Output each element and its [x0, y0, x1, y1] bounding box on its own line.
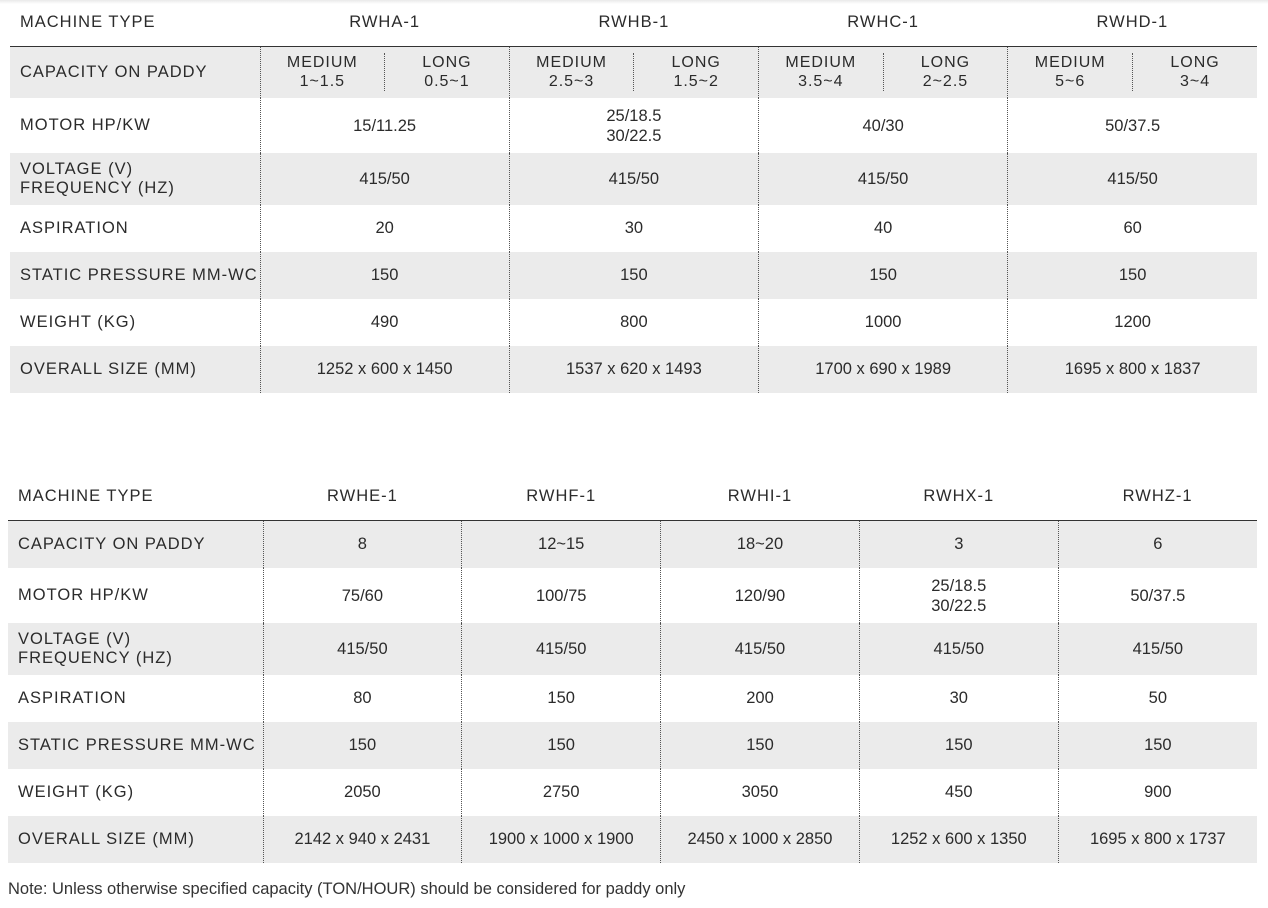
- overall-size-cell: 1252 x 600 x 1450: [260, 346, 509, 393]
- motor-cell: [462, 568, 661, 623]
- row-label-line: VOLTAGE (V): [20, 160, 134, 178]
- long-label: LONG: [920, 54, 971, 72]
- capacity-cell: 6: [1058, 520, 1257, 568]
- header-model: RWHC-1: [847, 13, 919, 32]
- motor-value: 120/90: [734, 586, 786, 605]
- header-model: RWHA-1: [349, 13, 421, 32]
- capacity-cell: [509, 46, 758, 98]
- aspiration-cell: 200: [661, 675, 860, 722]
- overall-size-row: [10, 346, 1257, 393]
- row-label: [10, 153, 260, 205]
- overall-size-cell: 2142 x 940 x 2431: [263, 816, 462, 863]
- motor-cell: [1058, 568, 1257, 623]
- spec-table-1: [10, 0, 1257, 393]
- weight-cell: 1000: [759, 299, 1008, 346]
- overall-size-cell: 1695 x 800 x 1837: [1008, 346, 1257, 393]
- long-value: 1.5~2: [673, 73, 719, 91]
- motor-value: 25/18.5: [606, 106, 662, 125]
- motor-cell: [263, 568, 462, 623]
- motor-value: 15/11.25: [353, 116, 417, 135]
- voltage-cell: 415/50: [260, 153, 509, 205]
- row-label: STATIC PRESSURE MM-WC: [10, 252, 260, 299]
- medium-value: 5~6: [1055, 73, 1086, 91]
- capacity-cell: 8: [263, 520, 462, 568]
- long-label: LONG: [1170, 54, 1220, 72]
- row-label-line: FREQUENCY (HZ): [20, 179, 175, 197]
- voltage-cell: 415/50: [462, 623, 661, 675]
- header-row: [10, 0, 1257, 46]
- voltage-cell: 415/50: [1008, 153, 1257, 205]
- long-value: 0.5~1: [424, 73, 470, 91]
- row-label: MOTOR HP/KW: [20, 116, 151, 134]
- header-model: RWHI-1: [727, 487, 793, 506]
- aspiration-cell: 60: [1008, 205, 1257, 252]
- row-label: ASPIRATION: [20, 219, 129, 237]
- motor-row: [8, 568, 1257, 623]
- spec-table-2: [8, 474, 1257, 863]
- row-label: WEIGHT (KG): [20, 313, 137, 331]
- capacity-row: [10, 46, 1257, 98]
- medium-value: 3.5~4: [798, 73, 844, 91]
- row-label-line: VOLTAGE (V): [18, 630, 132, 648]
- weight-cell: 1200: [1008, 299, 1257, 346]
- header-machine-type: MACHINE TYPE: [18, 487, 154, 506]
- motor-value: 25/18.5: [931, 576, 987, 595]
- motor-cell: [759, 98, 1008, 153]
- static-pressure-cell: 150: [263, 722, 462, 769]
- weight-row: [8, 769, 1257, 816]
- capacity-cell: 12~15: [462, 520, 661, 568]
- long-value: 3~4: [1179, 73, 1211, 91]
- weight-cell: 800: [509, 299, 758, 346]
- weight-cell: 3050: [661, 769, 860, 816]
- weight-row: [10, 299, 1257, 346]
- voltage-row: [10, 153, 1257, 205]
- capacity-cell: [260, 46, 509, 98]
- motor-value: 75/60: [341, 586, 384, 605]
- weight-cell: 450: [859, 769, 1058, 816]
- long-value: 2~2.5: [922, 73, 969, 91]
- weight-cell: 490: [260, 299, 509, 346]
- aspiration-cell: 40: [759, 205, 1008, 252]
- capacity-cell: 3: [859, 520, 1058, 568]
- voltage-cell: 415/50: [859, 623, 1058, 675]
- static-pressure-cell: 150: [859, 722, 1058, 769]
- header-model: RWHE-1: [327, 487, 398, 506]
- static-pressure-cell: 150: [661, 722, 860, 769]
- medium-value: 1~1.5: [299, 73, 346, 91]
- aspiration-cell: 30: [859, 675, 1058, 722]
- row-label: CAPACITY ON PADDY: [8, 520, 263, 568]
- aspiration-row: [8, 675, 1257, 722]
- row-label: [8, 623, 263, 675]
- medium-label: MEDIUM: [785, 54, 857, 72]
- static-pressure-cell: 150: [759, 252, 1008, 299]
- static-pressure-cell: 150: [260, 252, 509, 299]
- motor-value: 100/75: [535, 586, 587, 605]
- weight-cell: 2050: [263, 769, 462, 816]
- motor-cell: [661, 568, 860, 623]
- overall-size-cell: 1900 x 1000 x 1900: [462, 816, 661, 863]
- static-pressure-cell: 150: [1058, 722, 1257, 769]
- overall-size-cell: 1252 x 600 x 1350: [859, 816, 1058, 863]
- voltage-cell: 415/50: [263, 623, 462, 675]
- header-model: RWHX-1: [923, 487, 995, 506]
- motor-row: [10, 98, 1257, 153]
- header-model: RWHZ-1: [1122, 487, 1193, 506]
- aspiration-row: [10, 205, 1257, 252]
- row-label-line: FREQUENCY (HZ): [18, 649, 173, 667]
- capacity-row: [8, 520, 1257, 568]
- row-label: OVERALL SIZE (MM): [8, 816, 263, 863]
- row-label: ASPIRATION: [18, 689, 127, 707]
- row-label: OVERALL SIZE (MM): [10, 346, 260, 393]
- static-pressure-row: [10, 252, 1257, 299]
- weight-cell: 2750: [462, 769, 661, 816]
- weight-cell: 900: [1058, 769, 1257, 816]
- capacity-cell: 18~20: [661, 520, 860, 568]
- header-machine-type: MACHINE TYPE: [20, 13, 156, 32]
- motor-value: 30/22.5: [931, 596, 987, 615]
- aspiration-cell: 50: [1058, 675, 1257, 722]
- motor-value: 50/37.5: [1130, 586, 1186, 605]
- aspiration-cell: 20: [260, 205, 509, 252]
- capacity-cell: [1008, 46, 1257, 98]
- aspiration-cell: 80: [263, 675, 462, 722]
- overall-size-cell: 2450 x 1000 x 2850: [661, 816, 860, 863]
- static-pressure-row: [8, 722, 1257, 769]
- medium-label: MEDIUM: [536, 54, 607, 72]
- voltage-cell: 415/50: [661, 623, 860, 675]
- row-label: STATIC PRESSURE MM-WC: [8, 722, 263, 769]
- static-pressure-cell: 150: [509, 252, 758, 299]
- voltage-row: [8, 623, 1257, 675]
- row-label: WEIGHT (KG): [18, 783, 135, 801]
- medium-value: 2.5~3: [548, 73, 595, 91]
- long-label: LONG: [671, 54, 721, 72]
- long-label: LONG: [422, 54, 472, 72]
- motor-cell: [1008, 98, 1257, 153]
- motor-cell: [260, 98, 509, 153]
- header-row: [8, 474, 1257, 520]
- motor-value: 30/22.5: [606, 126, 662, 145]
- motor-cell: [509, 98, 758, 153]
- header-model: RWHB-1: [598, 13, 670, 32]
- overall-size-cell: 1537 x 620 x 1493: [509, 346, 758, 393]
- aspiration-cell: 150: [462, 675, 661, 722]
- motor-value: 50/37.5: [1105, 116, 1161, 135]
- header-model: RWHD-1: [1096, 13, 1169, 32]
- voltage-cell: 415/50: [509, 153, 758, 205]
- footnote: Note: Unless otherwise specified capacity (TON/HOUR) should be considered for paddy only: [8, 880, 686, 898]
- row-label: MOTOR HP/KW: [18, 586, 149, 604]
- overall-size-cell: 1695 x 800 x 1737: [1058, 816, 1257, 863]
- voltage-cell: 415/50: [759, 153, 1008, 205]
- motor-value: 40/30: [862, 116, 904, 135]
- static-pressure-cell: 150: [1008, 252, 1257, 299]
- aspiration-cell: 30: [509, 205, 758, 252]
- static-pressure-cell: 150: [462, 722, 661, 769]
- overall-size-cell: 1700 x 690 x 1989: [759, 346, 1008, 393]
- header-model: RWHF-1: [526, 487, 597, 506]
- voltage-cell: 415/50: [1058, 623, 1257, 675]
- row-label: CAPACITY ON PADDY: [10, 46, 260, 98]
- medium-label: MEDIUM: [286, 54, 358, 72]
- overall-size-row: [8, 816, 1257, 863]
- medium-label: MEDIUM: [1034, 54, 1106, 72]
- motor-cell: [859, 568, 1058, 623]
- capacity-cell: [759, 46, 1008, 98]
